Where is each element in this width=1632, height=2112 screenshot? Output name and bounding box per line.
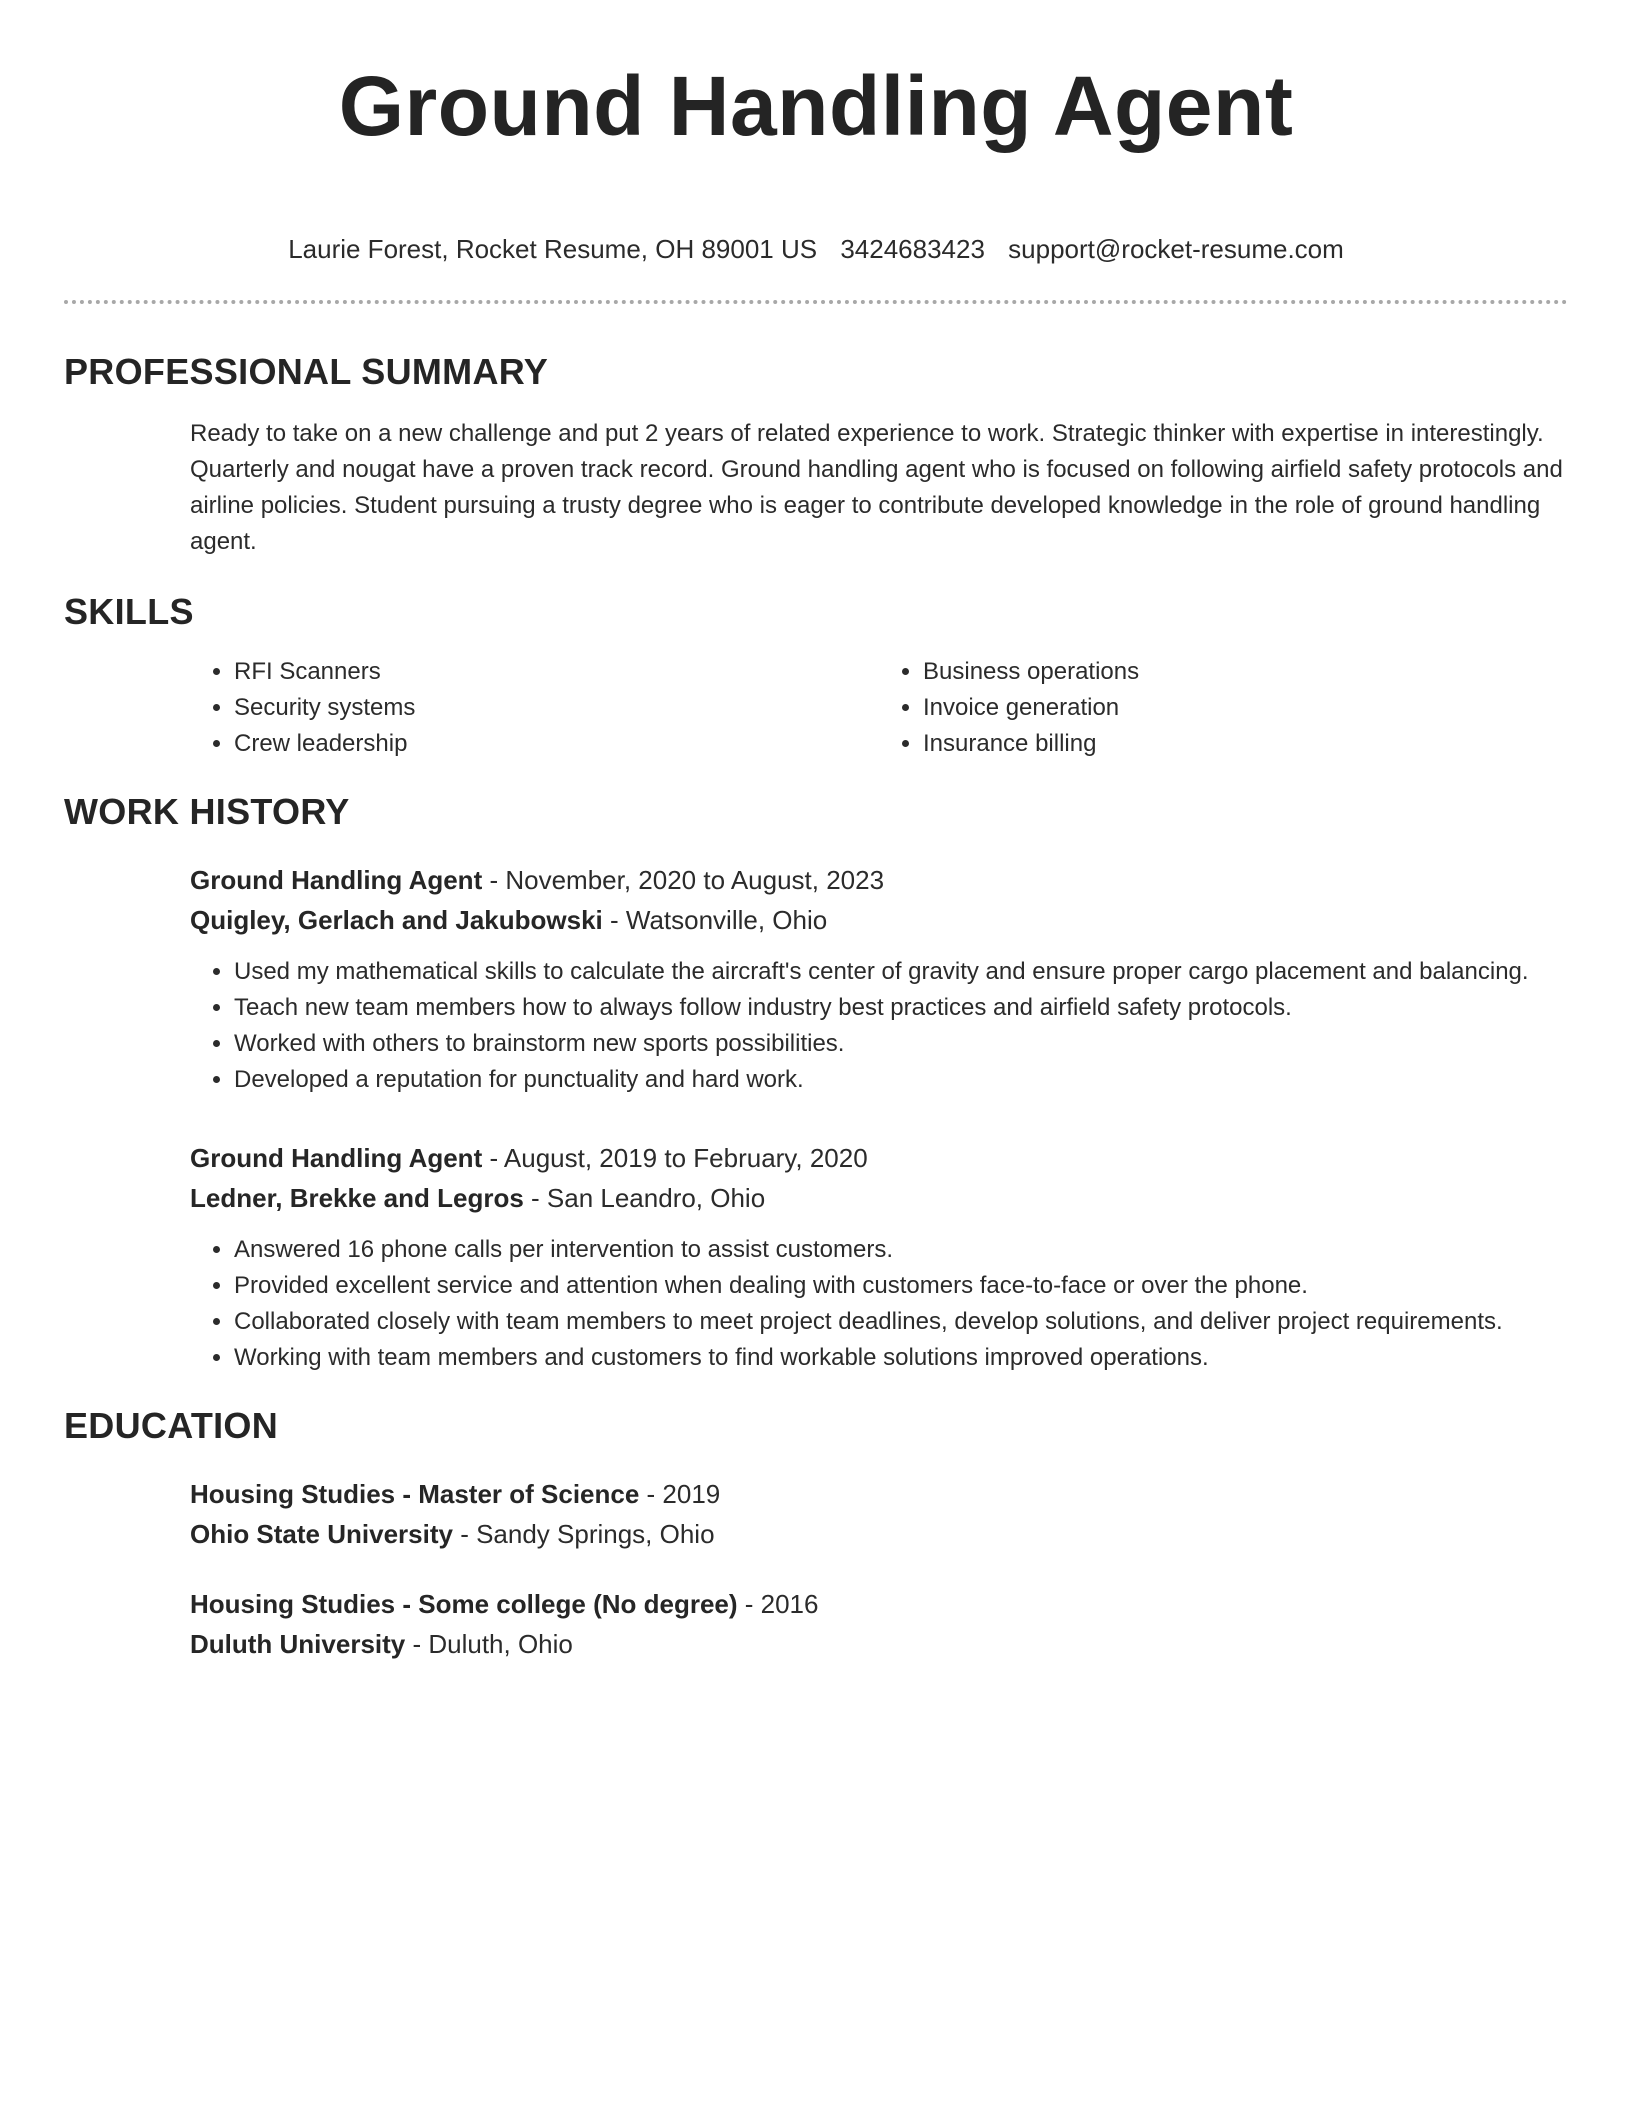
education-location: - Duluth, Ohio <box>405 1629 573 1659</box>
skill-item: • Security systems <box>234 690 879 726</box>
work-history-heading: WORK HISTORY <box>64 791 350 832</box>
skills-column-right <box>879 654 1568 762</box>
skill-item: • Crew leadership <box>234 726 879 762</box>
education-degree: Housing Studies - Master of Science <box>190 1479 640 1509</box>
resume-title: Ground Handling Agent <box>338 59 1294 153</box>
skills-column-left <box>190 654 879 762</box>
job-title-line <box>190 860 1568 900</box>
education-school-line <box>190 1514 1568 1554</box>
education-entry <box>190 1474 1568 1554</box>
summary-text: Ready to take on a new challenge and put 2 years of related experience to work. Strategic thinker with expertise in interestingly. Quarterly and nougat have a proven track record. Ground handling agent who is focused on following airfield safety protocols and airline policies. Student pursuing a trusty degree who is eager to contribute developed knowledge in the role of ground handling agent. <box>190 420 1563 555</box>
education-year: - 2016 <box>737 1589 819 1619</box>
job-company-line <box>190 900 1568 940</box>
header-divider <box>64 300 1568 304</box>
education-degree: Housing Studies - Some college (No degree) <box>190 1589 738 1619</box>
job-bullet: • Used my mathematical skills to calculate the aircraft's center of gravity and ensure proper cargo placement and balancing. <box>234 954 1568 990</box>
job-location: - Watsonville, Ohio <box>602 905 828 935</box>
education-school-line <box>190 1624 1568 1664</box>
job-bullet: • Collaborated closely with team members to meet project deadlines, develop solutions, and deliver project requirements. <box>234 1304 1568 1340</box>
job-title: Ground Handling Agent <box>190 865 483 895</box>
job-bullet: • Answered 16 phone calls per intervention to assist customers. <box>234 1232 1568 1268</box>
education-school: Duluth University <box>190 1629 406 1659</box>
skills-list <box>190 654 1568 762</box>
skills-heading: SKILLS <box>64 591 194 632</box>
education-school: Ohio State University <box>190 1519 453 1549</box>
job-bullet: • Teach new team members how to always follow industry best practices and airfield safety protocols. <box>234 990 1568 1026</box>
contact-address: Laurie Forest, Rocket Resume, OH 89001 US <box>288 234 818 264</box>
contact-line <box>64 232 1568 266</box>
job-title: Ground Handling Agent <box>190 1143 483 1173</box>
education-heading: EDUCATION <box>64 1405 279 1446</box>
skill-item: • Invoice generation <box>923 690 1568 726</box>
education-degree-line <box>190 1474 1568 1514</box>
skill-item: • Business operations <box>923 654 1568 690</box>
job-bullet: • Worked with others to brainstorm new sports possibilities. <box>234 1026 1568 1062</box>
summary-heading: PROFESSIONAL SUMMARY <box>64 351 549 392</box>
job-dates: - November, 2020 to August, 2023 <box>482 865 885 895</box>
job-bullet: • Working with team members and customers to find workable solutions improved operations. <box>234 1340 1568 1376</box>
job-bullet: • Provided excellent service and attention when dealing with customers face-to-face or over the phone. <box>234 1268 1568 1304</box>
job-entry <box>190 860 1568 1098</box>
education-degree-line <box>190 1584 1568 1624</box>
job-bullets <box>190 1232 1568 1376</box>
skill-item: • Insurance billing <box>923 726 1568 762</box>
skill-item: • RFI Scanners <box>234 654 879 690</box>
contact-phone: 3424683423 <box>840 234 985 264</box>
job-bullets <box>190 954 1568 1098</box>
job-location: - San Leandro, Ohio <box>523 1183 766 1213</box>
job-title-line <box>190 1138 1568 1178</box>
education-year: - 2019 <box>639 1479 721 1509</box>
job-entry <box>190 1138 1568 1376</box>
contact-email: support@rocket-resume.com <box>1008 234 1344 264</box>
job-dates: - August, 2019 to February, 2020 <box>482 1143 868 1173</box>
education-location: - Sandy Springs, Ohio <box>452 1519 715 1549</box>
job-bullet: • Developed a reputation for punctuality and hard work. <box>234 1062 1568 1098</box>
job-company-line <box>190 1178 1568 1218</box>
job-company: Quigley, Gerlach and Jakubowski <box>190 905 603 935</box>
job-company: Ledner, Brekke and Legros <box>190 1183 524 1213</box>
education-entry <box>190 1584 1568 1664</box>
